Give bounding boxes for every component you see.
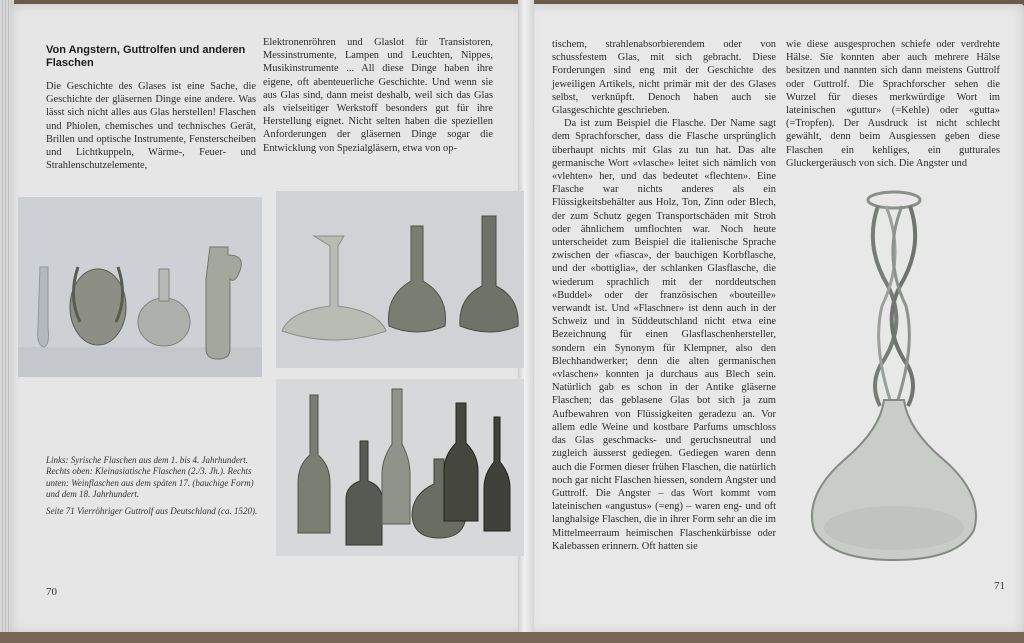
caption-text: Links: Syrische Flaschen aus dem 1. bis 4. Jahrhundert. Rechts oben: Kleinasiatische Flaschen (2./3. Jh.). Rechts unten: Weinflaschen aus dem späten 17. (bauchige Form) und dem 18. Jahrhundert. <box>46 455 254 499</box>
photo-caption <box>46 455 266 523</box>
photo-wine-bottles <box>276 379 524 556</box>
page-number-left: 70 <box>46 586 57 598</box>
right-column-1-paragraph-2: Da ist zum Beispiel die Flasche. Der Name sagt dem Sprachforscher, dass die Flasche ursprünglich überhaupt nichts mit Glas zu tun hat. Das alte germanische Wort «vlasche» leitet sich nämlich von «vlehten» her, und das bedeutet «flechten». Eine Flasche war nichts anderes als ein Flüssigkeitsbehälter aus Holz, Ton, Zinn oder Blech, der zum Schutz gegen Transportschäden mit Stroh oder ähnlichem umflochten war. Noch heute unterscheidet zum Beispiel die italienische Sprache zwischen der «fiasca», der bauchigen Korbflasche, und der «bottiglia», der schlanken Glasflasche, die wiederum sprachlich mit der norddeutschen «Buddel» oder der französischen «bouteille» verwandt ist. Und «Flaschner» ist denn auch in der Schweiz und in Süddeutschland nicht etwa eine Bezeichnung für einen Glasflaschenhersteller, sondern ein Synonym für Klempner, also den Blechhandwerker; denn die alten germanischen «vlaschen» konnten ja durchaus aus Blech sein. Natürlich gab es schon in der Antike gläserne Flaschen; das geblasene Glas bot sich ja zum Aufbewahren von Flüssigkeiten geradezu an. Vor allem edle Weine und kostbare Parfums umschloss das Glas geschmacks- und geruchsneutral und zugleich äusserst gediegen. Gediegen waren denn auch die Formen dieser frühen Flaschen, die natürlich noch gar nicht Flaschen hiessen, sondern Angster und Guttrolf. Die Angster – das Wort kommt vom lateinischen «angustus» (=eng) – waren eng- und oft langhalsige Flaschen, die in ihrer Form sehr an die im Mittelmeerraum heimischen Flaschenkürbisse oder Kalebassen erinnern. Oft hatten sie <box>552 118 776 552</box>
left-column-1-text: Die Geschichte des Glases ist eine Sache, die Geschichte der gläsernen Dinge eine andere. Was lässt sich nicht alles aus Glas herstellen! Flaschen und Phiolen, chemisches und technisches Gerät, Brillen und optische Instrumente, Fensterscheiben und Lichtkuppeln, Wärme-, Feuer- und Strahlenschutzelemente, <box>46 81 256 172</box>
right-column-2-text: wie diese ausgesprochen schiefe oder verdrehte Hälse. Sie konnten aber auch mehrere Hälse besitzen und nannten sich dann meistens Guttrolf oder Guttrolf. Die Sprachforscher sehen die Wurzel für dieses merkwürdige Wort im lateinischen «guttur» (=Kehle) oder «gutta» (=Tropfen). Der Ausdruck ist nicht schlecht gewählt, denn beim Ausgiessen geben diese Flaschen ein kehliges, ein gutturales Gluckergeräusch von sich. Die Angster und <box>786 39 1000 169</box>
page-number-right: 71 <box>994 580 1005 592</box>
photo-asia-minor-bottles <box>276 191 524 368</box>
chapter-heading: Von Angstern, Guttrolfen und anderen Flaschen <box>46 44 246 69</box>
right-column-1 <box>552 38 776 553</box>
caption-reference: Seite 71 Vierröhriger Guttrolf aus Deutschland (ca. 1520). <box>46 506 258 517</box>
photo-guttrolf <box>782 170 1010 570</box>
left-column-2 <box>263 36 493 155</box>
right-column-1-paragraph-1: tischem, strahlenabsorbierendem oder von schussfestem Glas, mit sich gebracht. Diese Forderungen sind eng mit der Geschichte des jeweiligen Artikels, nicht primär mit der des Glases selbst, verknüpft. Denoch haben auch sie Glasgeschichte geschrieben. <box>552 39 776 117</box>
left-column-1 <box>46 80 256 172</box>
photo-syrian-bottles <box>18 197 262 377</box>
right-column-2 <box>786 38 1000 170</box>
table-surface <box>0 632 1024 643</box>
left-column-2-text: Elektronenröhren und Glaslot für Transistoren, Messinstrumente, Lampen und Leuchten, Nippes, Musikinstrumente ... All diese Dinge haben ihre eigene, oft abenteuerliche Geschichte. Und wenn sie aus Glas sind, dann meist deshalb, weil sich das Glas als vielseitiger Werkstoff besonders gut für ihre Herstellung eignet. Nicht selten haben die speziellen Anforderungen der gläsernen Dinge sogar die Entwicklung von Spezialgläsern, etwa von op- <box>263 37 493 154</box>
